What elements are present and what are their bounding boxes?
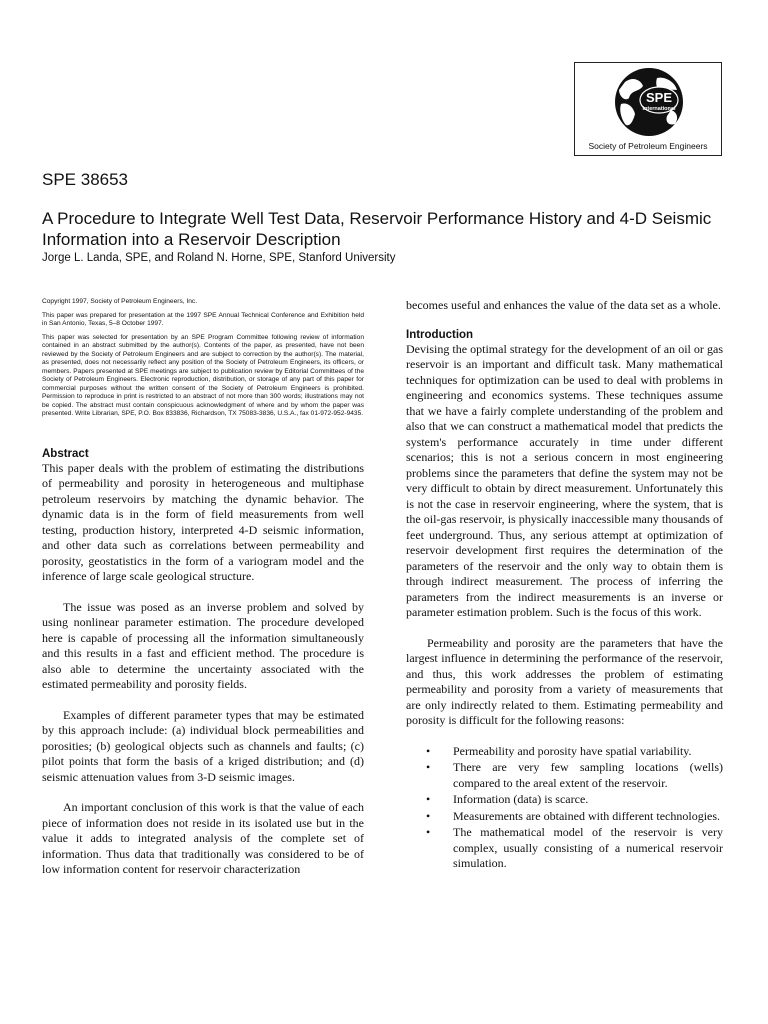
- introduction-heading: Introduction: [406, 328, 474, 341]
- copyright-line: Copyright 1997, Society of Petroleum Engineers, Inc.: [42, 298, 198, 305]
- abstract-heading: Abstract: [42, 447, 89, 460]
- abstract-continuation: becomes useful and enhances the value of the data set as a whole.: [406, 298, 721, 312]
- paper-number: SPE 38653: [42, 170, 129, 189]
- abstract-paragraph-3: Examples of different parameter types that may be estimated by this approach include: (a) individual block permeabilities and porosities; (b) geological objects such as channels and faults; (c) pilot points that form the basis of a kriged distribution; and (d) seismic attenuation values from 3-D seismic images.: [42, 707, 364, 784]
- bullet-icon: •: [426, 808, 431, 823]
- bullet-icon: •: [426, 792, 431, 806]
- abstract-paragraph-2: The issue was posed as an inverse problem and solved by using nonlinear parameter estimation. The procedure developed here is capable of processing all the information simultaneously and this results in a fast and efficient method. The procedure is also able to determine the uncertainty associated with the estimated permeability and porosity fields.: [42, 599, 364, 691]
- introduction-paragraph-1: Devising the optimal strategy for the development of an oil or gas reservoir is an important and difficult task. Many mathematical techniques for optimization can be used to deal with problems in engineering and economics systems. These techniques assume that we have a fairly complete understanding of the problem and also that we can construct a mathematical model that predicts the system's performance accurately in time under different scenarios; this is not a serious concern in most engineering problems since the parameters that define the system may not be very difficult to obtain by direct measurement. Unfortunately this is not the case in reservoir engineering, where the system, that is the oil-gas reservoir, is physically inaccessible many thousands of feet underground. Thus, any serious attempt at optimization of reservoir development first requires the determination of the parameters of the reservoir and the only way to obtain them is through indirect measurement. The process of inferring the parameters from the indirect measurements is an inverse or parameter estimation problem. Such is the focus of this work.: [406, 341, 723, 619]
- list-item: • There are very few sampling locations (wells) compared to the areal extent of the reservoir.: [426, 760, 723, 790]
- list-item: • Permeability and porosity have spatial variability.: [426, 743, 692, 758]
- bullet-icon: •: [426, 743, 431, 758]
- reasons-list: [406, 744, 723, 872]
- logo-badge-text: SPE: [645, 90, 673, 105]
- abstract-paragraph-4: An important conclusion of this work is that the value of each piece of information does not reside in its isolated use but in the value it adds to integrated analysis of the complete set of information. Thus data that traditionally was considered to be of low information content for reservoir characterization: [42, 800, 364, 876]
- introduction-paragraph-2: Permeability and porosity are the parameters that have the largest influence in determining the performance of the reservoir, and thus, this work addresses the problem of estimating permeability and porosity from a variety of measurements that are only indirectly related to them. Estimating permeability and porosity is difficult for the following reasons:: [406, 635, 723, 727]
- spe-logo: [574, 62, 722, 156]
- list-item: • Information (data) is scarce.: [426, 792, 589, 806]
- logo-sub-text: International: [642, 106, 676, 112]
- list-item: • Measurements are obtained with different technologies.: [426, 808, 721, 823]
- paper-title: A Procedure to Integrate Well Test Data, Reservoir Performance History and 4-D Seismic Information into a Reservoir Description: [42, 209, 712, 249]
- presentation-note: This paper was prepared for presentation at the 1997 SPE Annual Technical Conference and Exhibition held in San Antonio, Texas, 5–8 October 1997.: [42, 311, 364, 327]
- left-column: [42, 298, 364, 878]
- bullet-icon: •: [426, 760, 431, 774]
- abstract-paragraph-1: This paper deals with the problem of estimating the distributions of permeability and porosity in heterogeneous and multiphase petroleum reservoirs by matching the dynamic behavior. The dynamic data is in the form of field measurements from well testing, production history, interpreted 4-D seismic information, and other data such as correlations between permeability and porosity, geostatistics in the form of a variogram model and the inference of large scale geological structure.: [42, 460, 364, 583]
- list-item: • The mathematical model of the reservoir is very complex, usually consisting of a numerical reservoir simulation.: [426, 825, 723, 870]
- right-column: [406, 298, 723, 873]
- paper-authors: Jorge L. Landa, SPE, and Roland N. Horne, SPE, Stanford University: [42, 252, 396, 264]
- globe-icon: [605, 66, 693, 138]
- logo-caption: Society of Petroleum Engineers: [588, 141, 708, 151]
- bullet-icon: •: [426, 825, 431, 839]
- review-disclaimer: This paper was selected for presentation by an SPE Program Committee following review of information contained in an abstract submitted by the author(s). Contents of the paper, as presented, have not been reviewed by the Society of Petroleum Engineers and are subject to correction by the author(s). The material, as presented, does not necessarily reflect any position of the Society of Petroleum Engineers, its officers, or members. Papers presented at SPE meetings are subject to publication review by Editorial Committees of the Society of Petroleum Engineers. Electronic reproduction, distribution, or storage of any part of this paper for commercial purposes without the written consent of the Society of Petroleum Engineers is prohibited. Permission to reproduce in print is restricted to an abstract of not more than 300 words; illustrations may not be copied. The abstract must contain conspicuous acknowledgment of where and by whom the paper was presented. Write Librarian, SPE, P.O. Box 833836, Richardson, TX 75083-3836, U.S.A., fax 01-972-952-9435.: [42, 333, 364, 417]
- copyright-notice: [42, 298, 364, 419]
